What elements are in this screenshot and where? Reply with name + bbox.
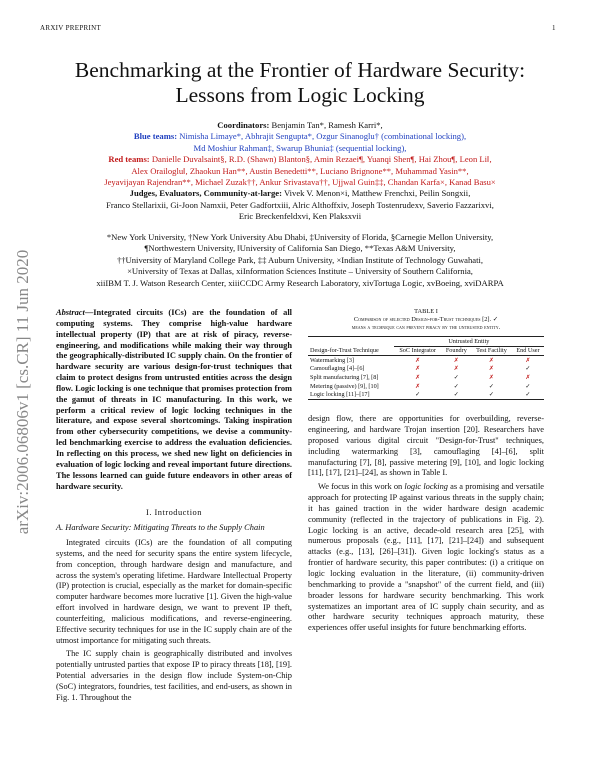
section-heading: I. Introduction <box>146 508 202 518</box>
page-number: 1 <box>552 24 556 32</box>
cell: ✓ <box>525 365 531 373</box>
table-row <box>308 365 544 374</box>
table-label: TABLE I <box>414 308 438 315</box>
title-line-2: Lessons from Logic Locking <box>175 83 425 107</box>
cell: ✗ <box>488 356 495 364</box>
subsection-heading: A. Hardware Security: Mitigating Threats to the Supply Chain <box>56 523 265 533</box>
right-paragraph-1: design flow, there are opportunities for overbuilding, reverse-engineering, and hardware Trojan insertion [20]. Researchers have proposed various digital circuit "Design-for-Trust" techniques, including watermarking [3], camouflaging [4]–[6], split manufacturing [7], [8], passive metering [9], [10], and logic locking [11], [17], [21]–[24], as shown in Table I. <box>308 414 544 478</box>
red-teams-3[interactable]: Jeyavijayan Rajendran**, Michael Zuzak††, Ankur Srivastava††, Ujjwal Guin‡‡, Chandan Karfa×, Kanad Basu× <box>104 177 496 188</box>
red-teams-label: Red teams: <box>108 154 150 165</box>
cell: ✗ <box>415 356 421 364</box>
left-column <box>56 308 292 704</box>
col-header: Test Facility <box>471 346 512 356</box>
judges-3: Eric Breckenfeldxvi, Ken Plaksxvii <box>238 211 362 222</box>
cell: ✓ <box>442 391 471 400</box>
cell: ✗ <box>488 373 495 381</box>
right-paragraph-2-rest: as a promising and versatile approach for protecting IP against various threats in the supply chain; it has gained traction in the wider hardware design academic community (reflected in the trajectory of publications in Fig. 2). Logic locking is an active, decade-old research area [25], with numerous proposals (e.g., [11], [17], [21]–[24]) and subsequent attacks (e.g., [13], [26]–[31]). Given logic locking's status as a frontier of hardware security, this paper contributes: (i) a critique on logic locking evaluation in the literature, (ii) community-driven benchmarking to provide a "snapshot" of the current field, and (iii) broader lessons for hardware security benchmarking. This work systematizes an important area of IC supply chain security, and as other hardware security techniques approach maturity, these experiences offer useful insights for future benchmarking efforts. <box>308 482 544 633</box>
comparison-table <box>308 336 544 400</box>
running-header: ARXIV PREPRINT <box>40 24 102 32</box>
cell: ✓ <box>453 382 459 390</box>
red-teams-2[interactable]: Alex Orailoglu‖, Zhaokun Han**, Austin Benedetti**, Luciano Brignone**, Muhammad Yasin**, <box>131 165 469 176</box>
col-header: Foundry <box>442 346 471 356</box>
table-row <box>308 391 544 400</box>
cell: ✗ <box>488 365 495 373</box>
cell: ✗ <box>453 356 459 364</box>
col-header-technique: Design-for-Trust Technique <box>308 346 394 356</box>
right-column <box>308 308 544 634</box>
affiliations <box>40 232 560 289</box>
cell: ✓ <box>512 391 544 400</box>
right-paragraph-2 <box>308 482 544 634</box>
row-name: Camouflaging [4]–[6] <box>310 365 365 373</box>
affiliation-line: ††University of Maryland College Park, ‡‡ Auburn University, ×Indian Institute of Technology Guwahati, <box>116 254 484 265</box>
abstract <box>56 308 292 492</box>
paper-title <box>0 58 600 108</box>
blue-teams-2[interactable]: Md Moshiur Rahman‡, Swarup Bhunia‡ (sequential locking), <box>193 142 407 153</box>
red-teams-1[interactable]: Danielle Duvalsaint§, R.D. (Shawn) Blanton§, Amin Rezaei¶, Yuanqi Shen¶, Hai Zhou¶, Leon Li‖, <box>151 154 492 165</box>
table-caption-1: Comparison of selected Design-for-Trust techniques [2]. ✓ <box>353 316 499 323</box>
judges-1: Vivek V. Menon×i, Matthew Frenchxi, Peilin Songxii, <box>283 188 471 199</box>
cell: ✗ <box>525 373 531 381</box>
cell: ✓ <box>471 391 512 400</box>
coordinators-label: Coordinators: <box>217 120 270 130</box>
table-row <box>308 356 544 365</box>
row-name: Watermarking [3] <box>310 356 354 364</box>
cell: ✓ <box>525 382 531 390</box>
cell: ✓ <box>394 391 442 400</box>
cell: ✗ <box>415 382 421 390</box>
row-name: Split manufacturing [7], [8] <box>310 373 379 381</box>
table-row <box>308 382 544 391</box>
cell: ✗ <box>525 356 531 364</box>
table-row <box>308 373 544 382</box>
cell: ✓ <box>453 373 459 381</box>
author-block <box>40 120 560 223</box>
cell: ✗ <box>453 365 459 373</box>
cell: ✓ <box>488 382 495 390</box>
abstract-text: —Integrated circuits (ICs) are the foundation of all computing systems. They comprise high-value hardware intellectual property (IP) that are at risk of piracy, reverse-engineering, and modifications while making their way through the geographically-distributed IC supply chain. On the frontier of hardware security are various design-for-trust techniques that claim to protect designs from untrusted entities across the design flow. Logic locking is one technique that promises protection from the gamut of threats in IC manufacturing. In this work, we perform a critical review of logic locking techniques in the literature, and expose several shortcomings. Taking inspiration from other cybersecurity competitions, we devise a community-led benchmarking exercise to address the evaluation deficiencies. In reflecting on this process, we shed new light on deficiencies in evaluation of logic locking and reveal important future directions. The lessons learned can guide future endeavors in other areas of hardware security. <box>56 308 292 491</box>
col-header: End User <box>512 346 544 356</box>
intro-paragraph-2: The IC supply chain is geographically distributed and involves potentially untrusted parties that expose IP to piracy threats [18], [19]. Potential adversaries in the design flow include System-on-Chip (SoC) integrators, foundries, test facilities, and end-users, as shown in Fig. 1. Throughout the <box>56 649 292 702</box>
coordinators: Benjamin Tan*, Ramesh Karri*, <box>271 120 383 130</box>
right-paragraph-2-lead: We focus in this work on <box>318 482 405 492</box>
group-header: Untrusted Entity <box>394 337 544 347</box>
col-header: SoC Integrator <box>394 346 442 356</box>
affiliation-line: xiiIBM T. J. Watson Research Center, xiiiCCDC Army Research Laboratory, xivTortuga Logic, xvBoeing, xviDARPA <box>96 277 504 288</box>
title-line-1: Benchmarking at the Frontier of Hardware Security: <box>74 58 526 82</box>
cell: ✗ <box>415 365 421 373</box>
arxiv-id[interactable]: arXiv:2006.06806v1 [cs.CR] 11 Jun 2020 <box>13 249 32 535</box>
row-name: Metering (passive) [9], [10] <box>310 382 379 390</box>
affiliation-line: *New York University, †New York University Abu Dhabi, ‡University of Florida, §Carnegie Mellon University, <box>106 232 494 242</box>
abstract-label: Abstract <box>56 308 85 317</box>
judges-2: Franco Stellarixii, Gi-Joon Namxii, Peter Gadfortxiii, Alric Althoffxiv, Joseph Tostenrudexv, Saverio Fazzarixvi, <box>106 199 494 210</box>
right-paragraph-2-emphasis: logic locking <box>404 482 448 492</box>
arxiv-side-stamp <box>8 232 38 552</box>
cell: ✗ <box>415 373 421 381</box>
affiliation-line: ¶Northwestern University, ‖University of California San Diego, **Texas A&M University, <box>144 243 456 254</box>
intro-paragraph-1: Integrated circuits (ICs) are the foundation of all computing systems, and the need for security spans the entire system lifecycle, from conception, through hardware design and manufacture, and across the system's operating lifetime. Hardware Intellectual Property (IP) protection is crucial, especially as the market for domain-specific computer hardware becomes more lucrative [1]. Given the high-value effort involved in hardware design, we want to prevent IP theft, counterfeiting, malicious modifications, and reverse-engineering. Effective security techniques for use in the IC supply chain are of the utmost importance for mitigating such threats. <box>56 538 292 645</box>
blue-teams-1[interactable]: Nimisha Limaye*, Abhrajit Sengupta*, Ozgur Sinanoglu† (combinational locking), <box>179 131 467 142</box>
blue-teams-label: Blue teams: <box>133 131 178 142</box>
judges-label: Judges, Evaluators, Community-at-large: <box>129 188 282 199</box>
affiliation-line: ×University of Texas at Dallas, xiInformation Sciences Institute – University of Southern California, <box>127 266 473 277</box>
row-name: Logic locking [11]–[17] <box>308 391 394 400</box>
table-caption-2: means a technique can prevent piracy by the untrusted entity. <box>351 324 501 331</box>
